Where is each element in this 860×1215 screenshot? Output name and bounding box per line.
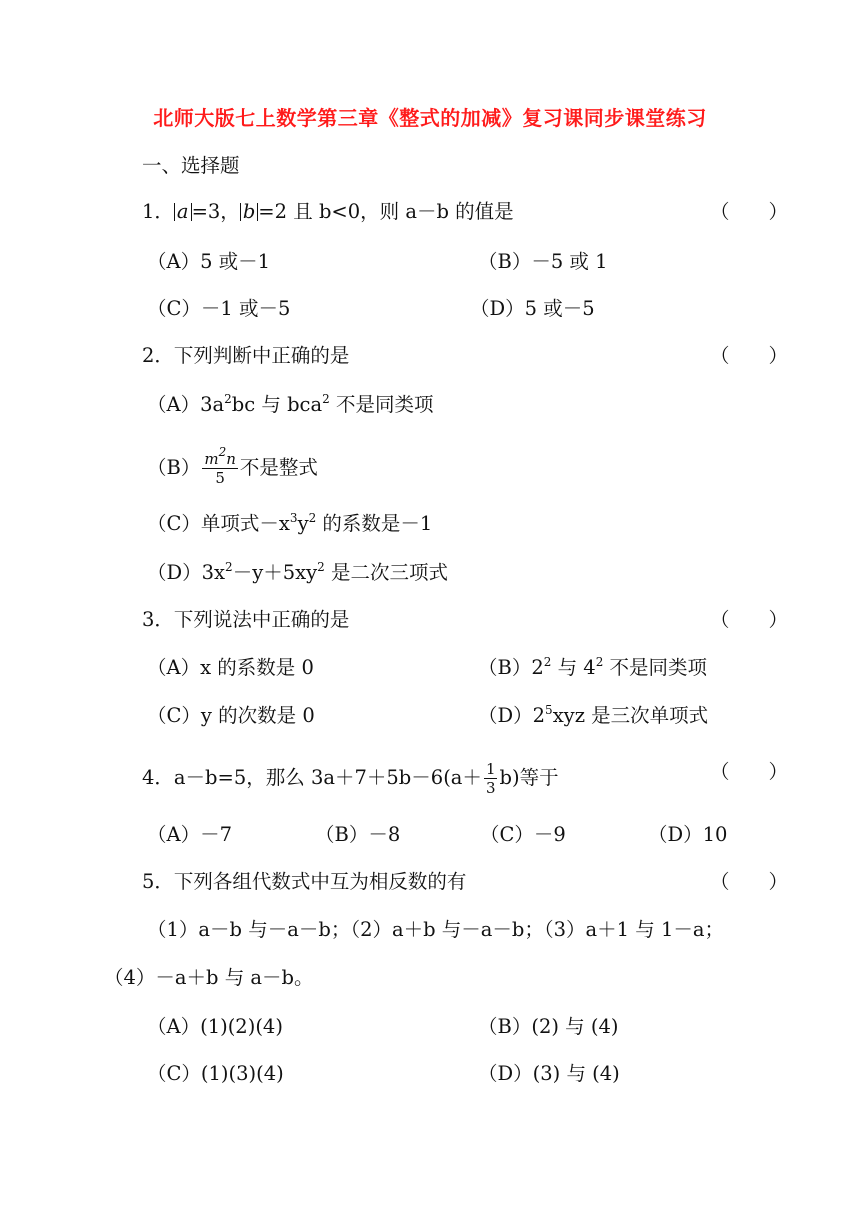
answer-blank-3: （ ） <box>710 608 789 631</box>
question-5-stem: 5．下列各组代数式中互为相反数的有 <box>142 870 467 893</box>
section-heading: 一、选择题 <box>142 154 240 177</box>
q4-option-c: （C）－9 <box>480 823 566 846</box>
q4-option-b: （B）－8 <box>315 823 401 846</box>
q3-option-c: （C）y 的次数是 0 <box>147 704 315 727</box>
q5-statement-line-2: （4）－a＋b 与 a－b。 <box>104 966 314 989</box>
question-2-stem: 2．下列判断中正确的是 <box>142 344 350 367</box>
q3-option-b: $(B)2^2$ 与 $4^2$ 不是同类项 <box>478 655 708 679</box>
q1-option-d: （D）5 或－5 <box>470 297 595 320</box>
q5-option-b: （B）(2) 与 (4) <box>478 1015 619 1038</box>
question-1-stem: 1． a =3， b =2 且 b<0，则 a－b 的值是 <box>142 200 514 223</box>
fraction-m2n-over-5: $\frac{m^2n}{5}$ <box>204 445 236 487</box>
answer-blank-4: （ ） <box>710 760 789 783</box>
question-4-stem: 4．a－b=5，那么 3a＋7＋5b－6(a＋ $\frac{1}{3}$ b)等于 <box>142 760 559 797</box>
q5-option-d: （D）(3) 与 (4) <box>478 1062 620 1085</box>
answer-blank-2: （ ） <box>710 344 789 367</box>
question-3-stem: 3．下列说法中正确的是 <box>142 608 350 631</box>
q2-option-c: （C）单项式$-x^3y^2$ 的系数是－1 <box>147 511 433 535</box>
answer-blank-1: （ ） <box>710 200 789 223</box>
q3-option-a: （A）x 的系数是 0 <box>147 656 314 679</box>
fraction-one-third: $\frac{1}{3}$ <box>485 760 496 797</box>
q5-statement-line-1: （1）a－b 与－a－b；（2）a＋b 与－a－b；（3）a＋1 与 1－a； <box>147 918 725 941</box>
q1-option-a: （A）5 或－1 <box>147 250 271 273</box>
answer-blank-5: （ ） <box>710 870 789 893</box>
abs-b: b <box>240 203 258 221</box>
q1-option-b: （B）－5 或 1 <box>478 250 608 273</box>
q5-option-a: （A）(1)(2)(4) <box>147 1015 283 1038</box>
q2-option-d: $(D)3x^2-y+5xy^2$ 是二次三项式 <box>147 560 448 584</box>
q5-option-c: （C）(1)(3)(4) <box>147 1062 284 1085</box>
q2-option-b: （B） $\frac{m^2n}{5}$ 不是整式 <box>147 445 318 487</box>
abs-a: a <box>174 203 192 221</box>
q4-option-d: （D）10 <box>648 823 728 846</box>
q4-option-a: （A）－7 <box>147 823 232 846</box>
document-title: 北师大版七上数学第三章《整式的加减》复习课同步课堂练习 <box>153 106 707 130</box>
q2-option-a: $(A)3a^2bc$ 与 bca$^2$ 不是同类项 <box>147 392 434 416</box>
q1-option-c: （C）－1 或－5 <box>147 297 291 320</box>
q3-option-d: $(D)2^5xyz$ 是三次单项式 <box>478 703 709 727</box>
